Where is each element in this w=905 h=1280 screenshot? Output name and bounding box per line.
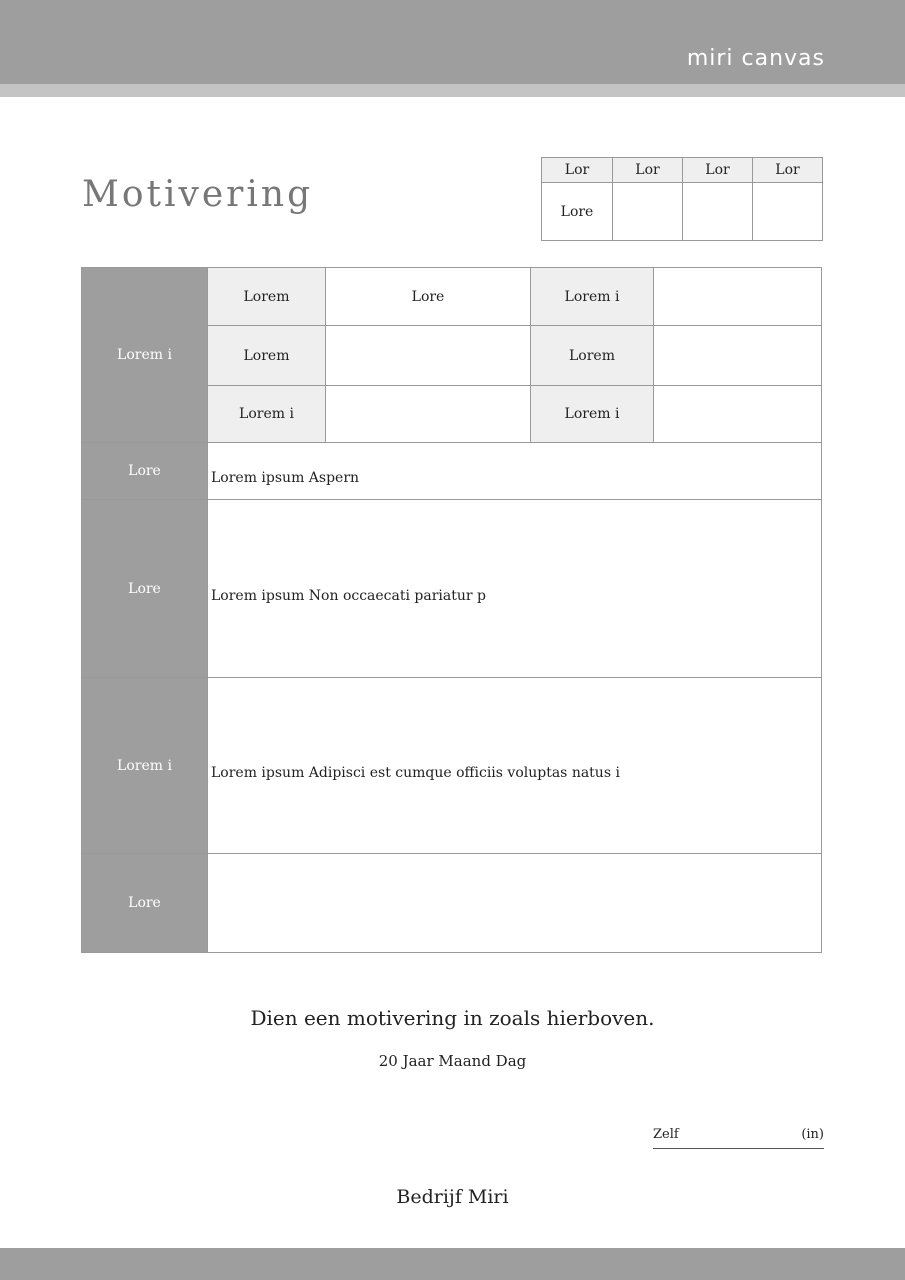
date: 20 Jaar Maand Dag [378,1052,527,1070]
group-label: Lorem i [81,267,208,443]
field-label: Lorem [207,325,326,386]
row-value[interactable]: Lorem ipsum Non occaecati pariatur p [207,499,822,678]
signature-suffix: (in) [801,1127,824,1142]
statement: Dien een motivering in zoals hierboven. [250,1006,655,1030]
row-value[interactable] [207,853,822,953]
field-label: Lorem [530,325,654,386]
page-title: Motivering [82,174,314,215]
field-value[interactable]: Lore [325,267,531,326]
field-label: Lorem i [207,385,326,443]
approval-header: Lor [541,157,613,183]
brand-logo: miri canvas [686,46,825,71]
row-value[interactable]: Lorem ipsum Aspern [207,442,822,500]
field-label: Lorem i [530,385,654,443]
header-band [0,84,905,97]
approval-header: Lor [752,157,823,183]
row-value[interactable]: Lorem ipsum Adipisci est cumque officiis voluptas natus i [207,677,822,854]
field-value[interactable] [325,385,531,443]
approval-cell[interactable] [752,182,823,241]
field-label: Lorem [207,267,326,326]
footer-bar [0,1248,905,1280]
field-value[interactable] [653,325,822,386]
approval-cell[interactable] [682,182,753,241]
row-label: Lore [81,442,208,500]
signature-label: Zelf [653,1127,679,1142]
row-label: Lore [81,853,208,953]
signature-line[interactable] [653,1127,824,1149]
field-label: Lorem i [530,267,654,326]
company-name: Bedrijf Miri [396,1186,509,1208]
field-value[interactable] [325,325,531,386]
approval-cell[interactable] [612,182,683,241]
row-label: Lore [81,499,208,678]
field-value[interactable] [653,385,822,443]
row-label: Lorem i [81,677,208,854]
approval-header: Lor [682,157,753,183]
field-value[interactable] [653,267,822,326]
approval-header: Lor [612,157,683,183]
approval-row-label: Lore [541,182,613,241]
header-bar [0,0,905,84]
